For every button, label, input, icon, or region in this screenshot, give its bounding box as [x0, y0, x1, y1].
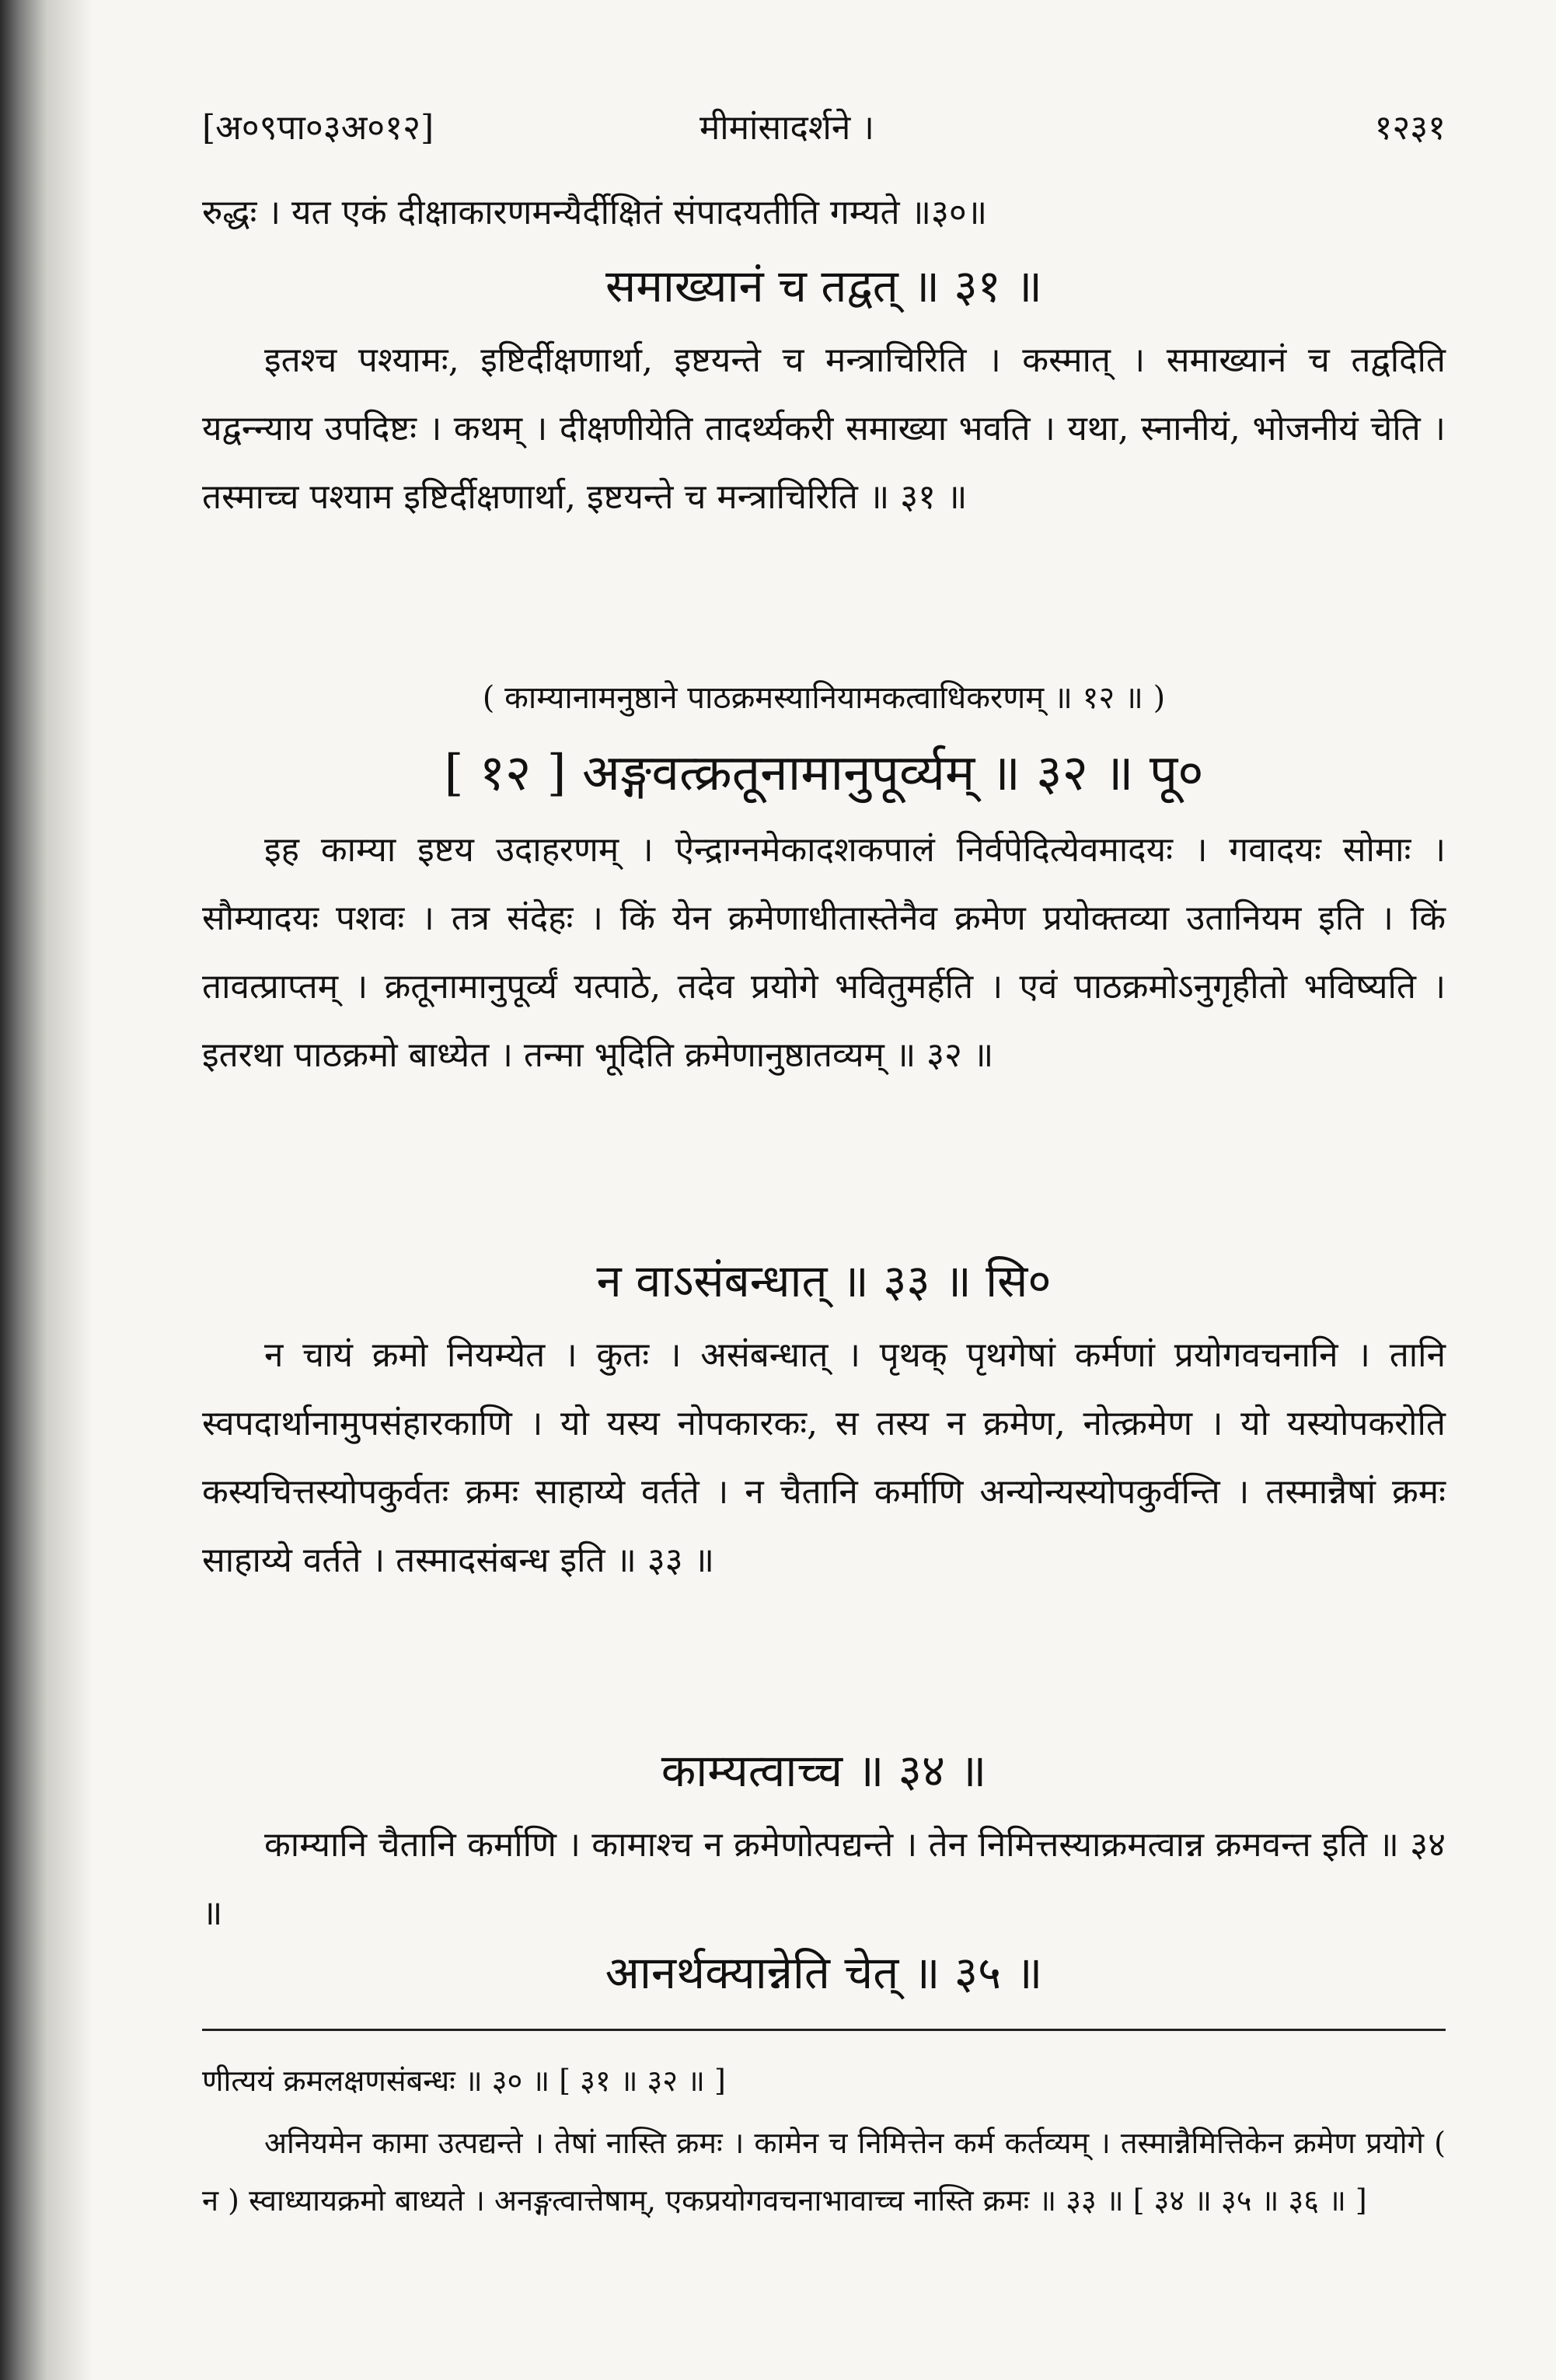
running-header	[202, 93, 1446, 163]
sutra-31: समाख्यानं च तद्वत् ॥ ३१ ॥	[605, 260, 1042, 312]
commentary-34: काम्यानि चैतानि कर्माणि । कामाश्च न क्रमेणोत्पद्यन्ते । तेन निमित्तस्याक्रमत्वान्न क्रमवन्त इति ॥ ३४ ॥	[202, 1825, 1446, 1933]
adhikarana-12-title: ( काम्यानामनुष्ठाने पाठक्रमस्यानियामकत्वाधिकरणम् ॥ १२ ॥ )	[482, 680, 1166, 716]
sutra-35: आनर्थक्यान्नेति चेत् ॥ ३५ ॥	[605, 1946, 1043, 1999]
commentary-33: न चायं क्रमो नियम्येत । कुतः । असंबन्धात् । पृथक् पृथगेषां कर्मणां प्रयोगवचनानि । तानि स्वपदार्थानामुपसंहारकाणि । यो यस्य नोपकारकः, स तस्य न क्रमेण, नोत्क्रमेण । यो यस्योपकरोति कस्यचित्तस्योपकुर्वतः क्रमः साहाय्ये वर्तते । न चैतानि कर्माणि अन्योन्यस्योपकुर्वन्ति । तस्मान्नैषां क्रमः साहाय्ये वर्तते । तस्मादसंबन्ध इति ॥ ३३ ॥	[202, 1335, 1446, 1580]
commentary-31: इतश्च पश्यामः, इष्टिर्दीक्षणार्था, इष्टयन्ते च मन्त्राचिरिति । कस्मात् । समाख्यानं च तद्वदिति यद्वन्न्याय उपदिष्टः । कथम् । दीक्षणीयेति तादर्थ्यकरी समाख्या भवति । यथा, स्नानीयं, भोजनीयं चेति । तस्माच्च पश्याम इष्टिर्दीक्षणार्था, इष्टयन्ते च मन्त्राचिरिति ॥ ३१ ॥	[202, 340, 1446, 517]
sutra-34: काम्यत्वाच्च ॥ ३४ ॥	[661, 1744, 987, 1797]
book-binding-shadow	[0, 0, 93, 2380]
commentary-30-end: रुद्धः । यत एकं दीक्षाकारणमन्यैर्दीक्षितं संपादयतीति गम्यते ॥३०॥	[202, 193, 988, 232]
footnote-divider	[202, 2029, 1446, 2031]
header-chapter-ref: [अ०९पा०३अ०१२]	[202, 108, 434, 148]
book-page	[202, 93, 1446, 2316]
header-book-title: मीमांसादर्शने ।	[700, 108, 874, 148]
footnote-line-1: णीत्ययं क्रमलक्षणसंबन्धः ॥ ३० ॥ [ ३१ ॥ ३२ ॥ ]	[202, 2064, 726, 2098]
header-page-number: १२३१	[1374, 108, 1446, 148]
sutra-33: न वाऽसंबन्धात् ॥ ३३ ॥ सि०	[596, 1255, 1052, 1307]
footnote-line-2: अनियमेन कामा उत्पद्यन्ते । तेषां नास्ति क्रमः । कामेन च निमित्तेन कर्म कर्तव्यम् । तस्मान्नैमित्तिकेन क्रमेण प्रयोगे ( न ) स्वाध्यायक्रमो बाध्यते । अनङ्गत्वात्तेषाम्, एकप्रयोगवचनाभावाच्च नास्ति क्रमः ॥ ३३ ॥ [ ३४ ॥ ३५ ॥ ३६ ॥ ]	[202, 2126, 1446, 2218]
sutra-32-heading: [ १२ ] अङ्गवत्क्रतूनामानुपूर्व्यम् ॥ ३२ ॥ पू०	[444, 745, 1204, 802]
commentary-32: इह काम्या इष्टय उदाहरणम् । ऐन्द्राग्नमेकादशकपालं निर्वपेदित्येवमादयः । गवादयः सोमाः । सौम्यादयः पशवः । तत्र संदेहः । किं येन क्रमेणाधीतास्तेनैव क्रमेण प्रयोक्तव्या उतानियम इति । किं तावत्प्राप्तम् । क्रतूनामानुपूर्व्यं यत्पाठे, तदेव प्रयोगे भवितुमर्हति । एवं पाठक्रमोऽनुगृहीतो भविष्यति । इतरथा पाठक्रमो बाध्येत । तन्मा भूदिति क्रमेणानुष्ठातव्यम् ॥ ३२ ॥	[202, 830, 1446, 1075]
